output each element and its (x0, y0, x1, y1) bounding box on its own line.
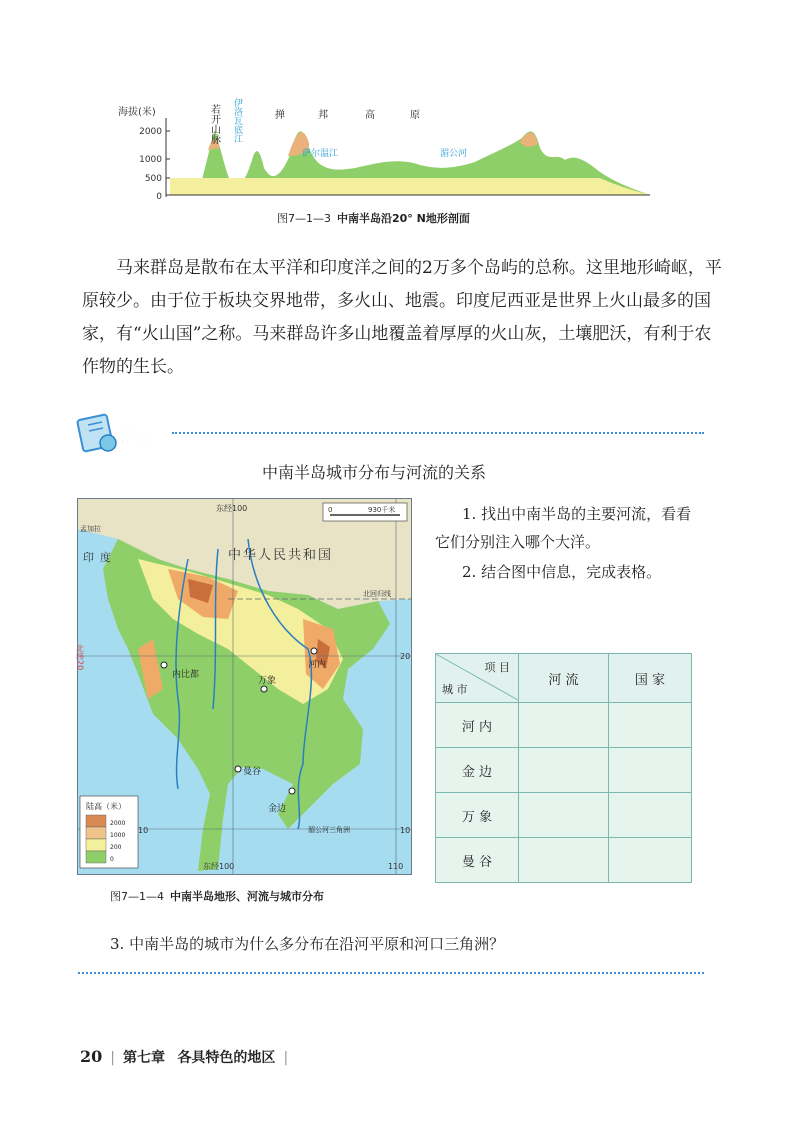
map-label-china: 中华人民共和国 (228, 548, 334, 563)
table-header-river: 河 流 (519, 654, 609, 703)
activity-icon (78, 413, 173, 455)
table-row (436, 748, 692, 793)
footer-chapter-title: 各具特色的地区 (177, 1050, 276, 1066)
footer-separator-end: | (283, 1050, 289, 1066)
city-label-bangkok: 曼谷 (243, 767, 262, 777)
table-header-item: 项 目 (484, 661, 510, 674)
activity-icon-label: 活动 (120, 426, 153, 445)
legend-label: 1000 (110, 832, 126, 839)
profile-label-mekong: 湄公河 (440, 149, 468, 159)
city-marker-naypyidaw (161, 662, 167, 668)
profile-y-axis-label: 海拔(米) (118, 107, 156, 118)
map-legend-title: 陆高（米） (86, 802, 126, 811)
table-country-cell[interactable] (609, 838, 692, 883)
table-river-cell[interactable] (519, 793, 609, 838)
profile-caption-num: 图7—1—3 (277, 212, 331, 225)
map-scale-label: 930千米 (368, 506, 396, 514)
globe-icon (100, 435, 116, 451)
profile-label-shan: 掸 (275, 110, 285, 121)
profile-label-shan: 原 (410, 110, 420, 121)
indochina-map (77, 498, 412, 875)
map-label-india: 印度 (83, 551, 117, 564)
legend-label: 200 (110, 844, 122, 851)
map-lat10-label: 10 (138, 826, 149, 835)
terrain-profile-figure (110, 90, 670, 208)
table-city-cell: 万 象 (436, 793, 519, 838)
city-marker-phnom-penh (289, 788, 295, 794)
profile-label-shan: 高 (365, 110, 375, 121)
map-lat10-label-right: 10 (400, 826, 411, 835)
map-lon110-label: 110 (388, 862, 404, 871)
table-row (436, 793, 692, 838)
table-corner-cell (436, 654, 519, 703)
table-city-cell: 金 边 (436, 748, 519, 793)
city-marker-bangkok (235, 766, 241, 772)
legend-label: 0 (110, 856, 114, 863)
footer-chapter: 第七章 (122, 1050, 165, 1066)
table-country-cell[interactable] (609, 703, 692, 748)
footer-separator: | (110, 1050, 115, 1066)
activity-question-1: 1. 找出中南半岛的主要河流，看看它们分别注入哪个大洋。 (435, 505, 692, 551)
profile-label-arakan: 若开山脉 (208, 104, 220, 144)
profile-label-shan: 邦 (318, 110, 328, 121)
table-row (436, 703, 692, 748)
map-north-lat-label: 北纬20 (75, 644, 85, 671)
map-meridian-bottom-label: 东经100 (203, 862, 235, 871)
page-number: 20 (80, 1047, 103, 1066)
profile-tick-label: 1000 (139, 155, 162, 165)
city-label-delta: 湄公河三角洲 (308, 826, 350, 834)
table-river-cell[interactable] (519, 748, 609, 793)
page-footer (80, 1047, 296, 1067)
legend-label: 2000 (110, 820, 126, 827)
map-caption-text: 中南半岛地形、河流与城市分布 (170, 890, 324, 903)
table-header-row (436, 654, 692, 703)
map-caption-num: 图7—1—4 (110, 890, 164, 903)
profile-terrain-plain (170, 178, 650, 195)
map-meridian-top-label: 东经100 (216, 504, 248, 513)
city-label-naypyidaw: 内比都 (172, 670, 200, 680)
body-paragraph: 马来群岛是散布在太平洋和印度洋之间的2万多个岛屿的总称。这里地形崎岖，平原较少。由于位于板块交界地带，多火山、地震。印度尼西亚是世界上火山最多的国家，有“火山国”之称。马来群岛许多山地覆盖着厚厚的火山灰，土壤肥沃，有利于农作物的生长。 (82, 258, 722, 377)
activity-bottom-divider (78, 972, 704, 974)
city-marker-hanoi (311, 648, 317, 654)
table-river-cell[interactable] (519, 838, 609, 883)
profile-tick-label: 0 (156, 192, 162, 202)
activity-title: 中南半岛城市分布与河流的关系 (262, 463, 487, 482)
table-header-country: 国 家 (609, 654, 692, 703)
activity-question-2: 2. 结合图中信息，完成表格。 (462, 563, 662, 581)
profile-tick-label: 500 (144, 174, 162, 184)
profile-label-irrawaddy: 伊洛瓦底江 (232, 98, 242, 143)
map-svg (75, 499, 411, 874)
table-country-cell[interactable] (609, 748, 692, 793)
map-label-tropic: 北回归线 (363, 590, 391, 598)
profile-caption (277, 210, 470, 226)
legend-swatch (86, 827, 106, 839)
city-marker-vientiane (261, 686, 267, 692)
city-river-table (435, 653, 692, 883)
table-country-cell[interactable] (609, 793, 692, 838)
table-header-city: 城 市 (442, 683, 468, 696)
table-city-cell: 河 内 (436, 703, 519, 748)
city-label-hanoi: 河内 (308, 660, 327, 670)
map-scale-zero: 0 (328, 506, 333, 514)
table-river-cell[interactable] (519, 703, 609, 748)
activity-question-3: 3. 中南半岛的城市为什么多分布在沿河平原和河口三角洲？ (110, 935, 505, 953)
profile-caption-text: 中南半岛沿20° N地形剖面 (337, 212, 470, 225)
city-label-phnom-penh: 金边 (268, 804, 287, 814)
table-city-cell: 曼 谷 (436, 838, 519, 883)
table-row (436, 838, 692, 883)
legend-swatch (86, 815, 106, 827)
city-label-vientiane: 万象 (258, 676, 277, 686)
activity-divider (172, 432, 704, 434)
map-caption (110, 888, 324, 904)
profile-label-salween: 萨尔温江 (302, 149, 339, 159)
profile-tick-label: 2000 (139, 127, 162, 137)
legend-swatch (86, 851, 106, 863)
map-lat20-label: 20 (400, 652, 411, 661)
map-label-bangladesh: 孟加拉 (80, 525, 101, 533)
legend-swatch (86, 839, 106, 851)
